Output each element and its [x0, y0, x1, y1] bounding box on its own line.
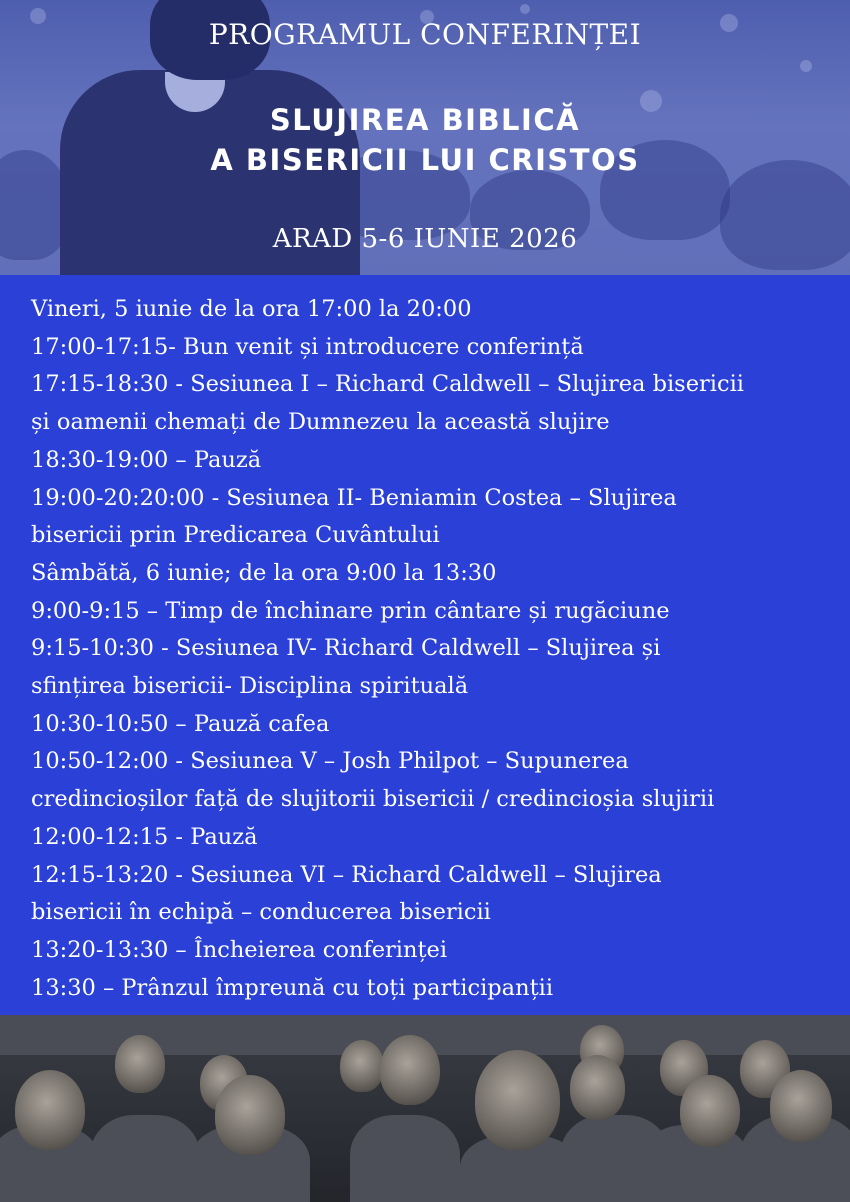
schedule-line: 19:00-20:20:00 - Sesiunea II- Beniamin Costea – Slujirea: [31, 484, 677, 511]
schedule-line: 13:20-13:30 – Încheierea conferinței: [31, 936, 448, 963]
schedule-line: bisericii în echipă – conducerea bisericii: [31, 899, 491, 926]
schedule-line: 9:15-10:30 - Sesiunea IV- Richard Caldwell – Slujirea și: [31, 635, 661, 662]
conference-title: [0, 100, 850, 180]
program-title: PROGRAMUL CONFERINȚEI: [208, 18, 642, 51]
schedule-line: 12:00-12:15 - Pauză: [31, 823, 258, 850]
schedule-line: credincioșilor față de slujitorii bisericii / credincioșia slujirii: [31, 786, 715, 813]
schedule-line: 18:30-19:00 – Pauză: [31, 446, 262, 473]
schedule-list: [31, 291, 841, 1007]
schedule-line: 10:50-12:00 - Sesiunea V – Josh Philpot – Supunerea: [31, 748, 629, 775]
schedule-panel: [0, 275, 850, 1015]
schedule-line: 13:30 – Prânzul împreună cu toți participanții: [31, 974, 554, 1001]
schedule-line: 17:00-17:15- Bun venit și introducere conferință: [31, 333, 584, 360]
audience-photo: [0, 1015, 850, 1202]
schedule-line: 12:15-13:20 - Sesiunea VI – Richard Caldwell – Slujirea: [31, 861, 662, 888]
schedule-line: 17:15-18:30 - Sesiunea I – Richard Caldwell – Slujirea bisericii: [31, 371, 744, 398]
header-photo: [0, 0, 850, 275]
schedule-line: bisericii prin Predicarea Cuvântului: [31, 522, 440, 549]
conference-title-line-1: SLUJIREA BIBLICĂ: [269, 103, 581, 137]
schedule-line: Sâmbătă, 6 iunie; de la ora 9:00 la 13:30: [31, 559, 497, 586]
conference-title-line-2: A BISERICII LUI CRISTOS: [210, 143, 640, 177]
date-location: ARAD 5-6 IUNIE 2026: [272, 224, 578, 254]
schedule-line: sfințirea bisericii- Disciplina spirituală: [31, 673, 469, 700]
schedule-line: 9:00-9:15 – Timp de închinare prin cântare și rugăciune: [31, 597, 670, 624]
schedule-line: Vineri, 5 iunie de la ora 17:00 la 20:00: [31, 296, 472, 322]
schedule-line: și oamenii chemați de Dumnezeu la această slujire: [31, 409, 610, 436]
schedule-line: 10:30-10:50 – Pauză cafea: [31, 710, 330, 737]
